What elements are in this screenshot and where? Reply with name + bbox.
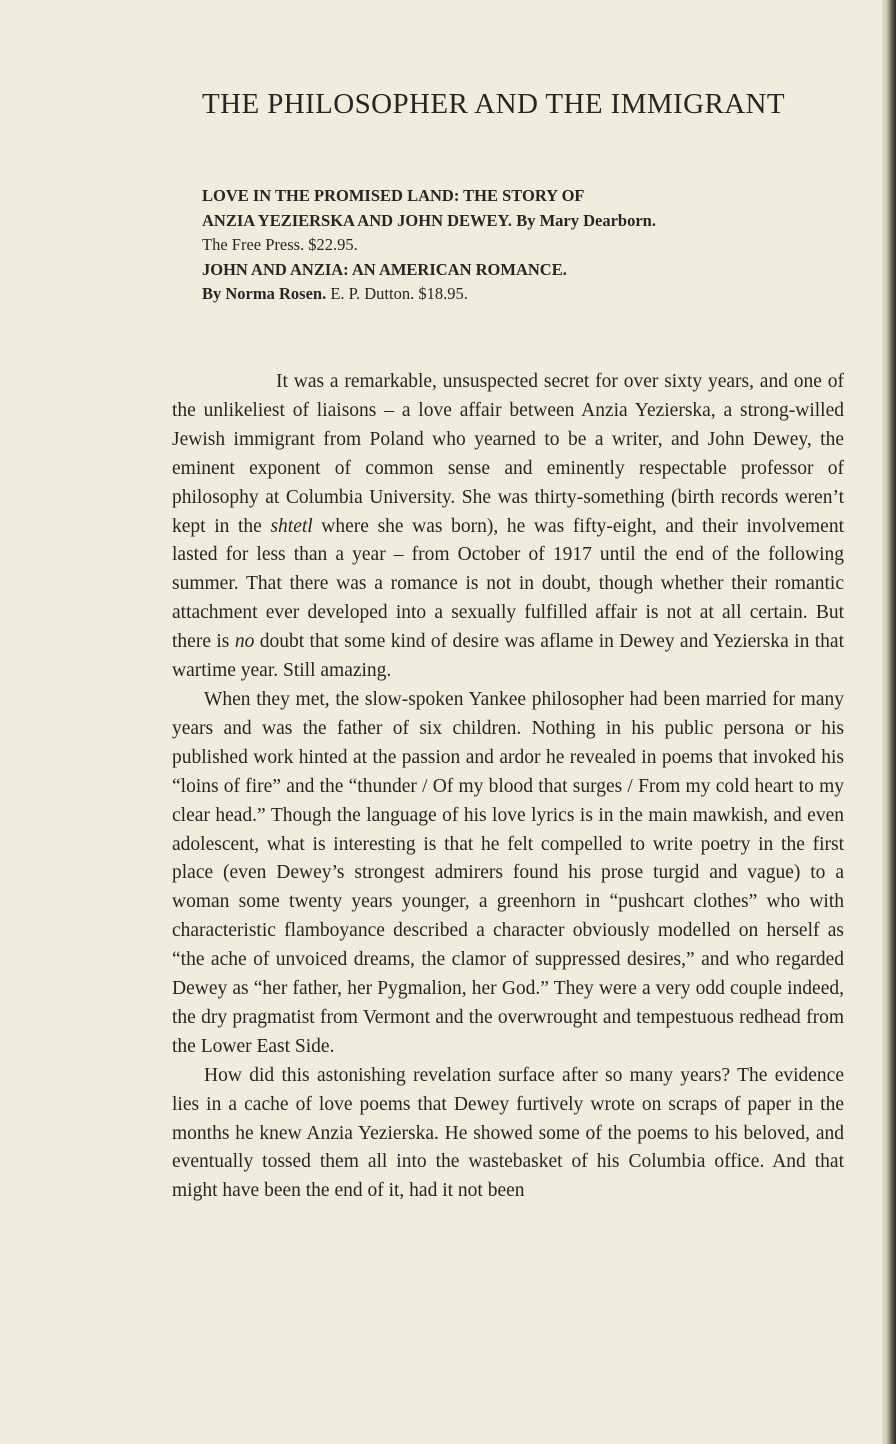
book-listings [202, 184, 842, 307]
book1-title-line2: ANZIA YEZIERSKA AND JOHN DEWEY. [202, 210, 513, 230]
paragraph-3: How did this astonishing revelation surface after so many years? The evidence lies in a cache of love poems that Dewey furtively wrote on scraps of paper in the months he knew Anzia Yezierska. He showed some of the poems to his beloved, and eventually tossed them all into the wastebasket of his Columbia office. And that might have been the end of it, had it not been [172, 1064, 844, 1202]
paragraph-1 [172, 368, 844, 686]
book1-publisher: The Free Press. $22.95. [202, 235, 358, 254]
book1-author: By Mary Dearborn. [516, 210, 656, 230]
paragraph-1-part-a: It was a remarkable, unsuspected secret for over sixty years, and one of the unlikeliest of liaisons – a love affair between Anzia Yezierska, a strong-willed Jewish immigrant from Poland who yearned to be a writer, and John Dewey, the eminent exponent of common sense and eminently respectable professor of philosophy at Columbia University. She was thirty-something (birth records weren’t kept in the [172, 371, 844, 537]
no-italic: no [234, 631, 255, 653]
paragraph-1-part-c: doubt that some kind of desire was aflame in Dewey and Yezierska in that wartime year. Still amazing. [172, 631, 844, 682]
paragraph-2: When they met, the slow-spoken Yankee philosopher had been married for many years and was the father of six children. Nothing in his public persona or his published work hinted at the passion and ardor he revealed in poems that invoked his “loins of fire” and the “thunder / Of my blood that surges / From my cold heart to my clear head.” Though the language of his love lyrics is in the main mawkish, and even adolescent, what is interesting is that he felt compelled to write poetry in the first place (even Dewey’s strongest admirers found his prose turgid and vague) to a woman some twenty years younger, a greenhorn in “pushcart clothes” who with characteristic flamboyance described a character obviously modelled on herself as “the ache of unvoiced dreams, the clamor of suppressed desires,” and who regarded Dewey as “her father, her Pygmalion, her God.” They were a very odd couple indeed, the dry pragmatist from Vermont and the overwrought and tempestuous redhead from the Lower East Side. [172, 688, 844, 1057]
shtetl-italic: shtetl [270, 515, 313, 537]
page-edge-shadow [882, 0, 896, 1444]
book2-publisher: E. P. Dutton. $18.95. [330, 284, 468, 303]
book2-author: By Norma Rosen. [202, 284, 327, 303]
book2-title: JOHN AND ANZIA: AN AMERICAN ROMANCE. [202, 259, 567, 279]
book2-author-row [202, 282, 842, 307]
book1-title-line1: LOVE IN THE PROMISED LAND: THE STORY OF [202, 186, 585, 205]
book1-title-line2-row [202, 209, 842, 234]
paragraph-1-part-b: where she was born), he was fifty-eight, and their involvement lasted for less than a year – from October of 1917 until the end of the following summer. That there was a romance is not in doubt, though whether their romantic attachment ever developed into a sexually fulfilled affair is not at all certain. But there is [172, 515, 844, 653]
article-body [172, 368, 844, 1206]
article-title: THE PHILOSOPHER AND THE IMMIGRANT [202, 88, 786, 120]
